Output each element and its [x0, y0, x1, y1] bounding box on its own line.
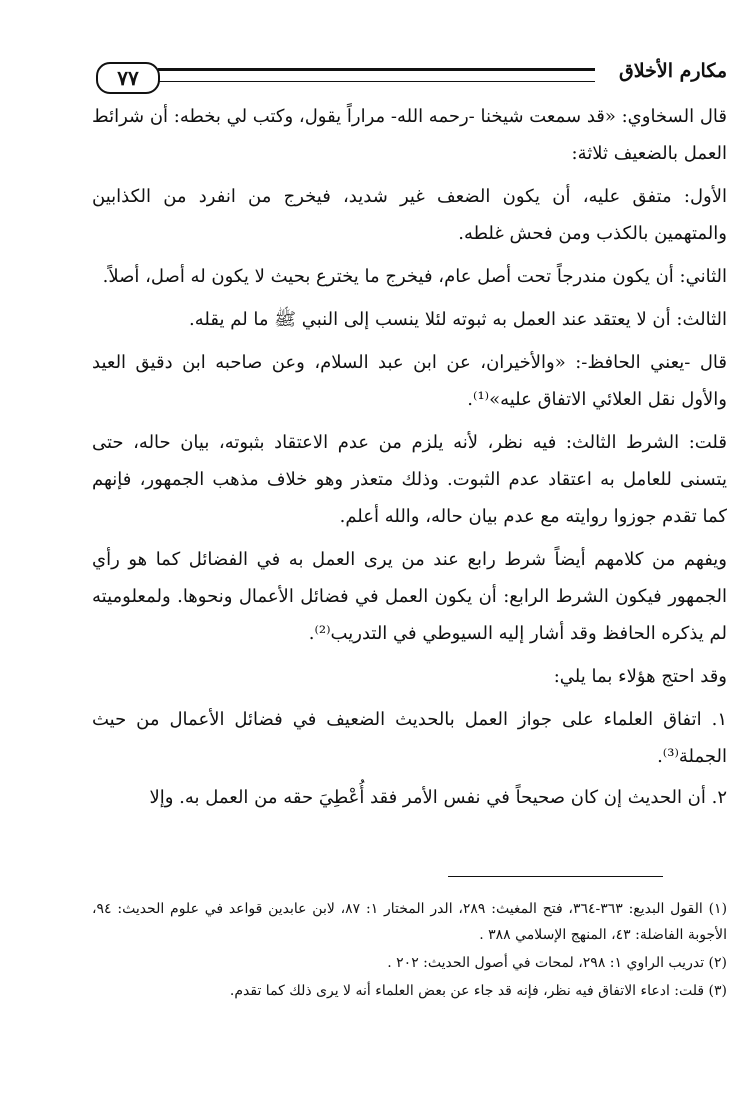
footnotes [92, 896, 727, 1006]
footnote: (١) القول البديع: ٣٦٣-٣٦٤، فتح المغيث: ٢٨٩، الدر المختار ١: ٨٧، لابن عابدين قواعد في علوم الحديث: ٩٤، الأجوبة الفاضلة: ٤٣، المنهج الإسلامي ٣٨٨ . [92, 901, 728, 943]
header-rule [158, 68, 595, 82]
list-item: ٢. أن الحديث إن كان صحيحاً في نفس الأمر فقد أُعْطِيَ حقه من العمل به. وإلا [149, 787, 727, 808]
page-header [96, 52, 727, 100]
list-item: ١. اتفاق العلماء على جواز العمل بالحديث الضعيف في فضائل الأعمال من حيث الجملة⁽³⁾. [92, 709, 727, 767]
paragraph: قلت: الشرط الثالث: فيه نظر، لأنه يلزم من عدم الاعتقاد بثبوته، بيان حاله، حتى يتسنى للعامل به اعتقاد عدم الثبوت. وذلك متعذر وهو خلاف مذهب الجمهور، فإنهم كما تقدم جوزوا روايته مع عدم بيان حاله، والله أعلم. [92, 432, 727, 527]
paragraph: ويفهم من كلامهم أيضاً شرط رابع عند من يرى العمل به في الفضائل كما هو رأي الجمهور فيكون الشرط الرابع: أن يكون العمل في فضائل الأعمال ونحوها. ولمعلوميته لم يذكره الحافظ وقد أشار إليه السيوطي في التدريب⁽²⁾. [92, 549, 727, 644]
paragraph: وقد احتج هؤلاء بما يلي: [553, 666, 727, 687]
paragraph: الثالث: أن لا يعتقد عند العمل به ثبوته لئلا ينسب إلى النبي ﷺ ما لم يقله. [189, 309, 727, 330]
running-title: مكارم الأخلاق [619, 60, 727, 82]
paragraph: الثاني: أن يكون مندرجاً تحت أصل عام، فيخرج ما يخترع بحيث لا يكون له أصل، أصلاً. [102, 266, 727, 287]
footnote: (٣) قلت: ادعاء الاتفاق فيه نظر، فإنه قد جاء عن بعض العلماء أنه لا يرى ذلك كما تقدم. [229, 983, 727, 999]
footnote: (٢) تدريب الراوي ١: ٢٩٨، لمحات في أصول الحديث: ٢٠٢ . [387, 955, 727, 971]
paragraph: قال السخاوي: «قد سمعت شيخنا -رحمه الله- مراراً يقول، وكتب لي بخطه: أن شرائط العمل بالضعيف ثلاثة: [91, 106, 727, 164]
footnote-rule [448, 876, 663, 877]
page-number: ٧٧ [96, 62, 160, 94]
main-text [92, 98, 727, 820]
paragraph: قال -يعني الحافظ-: «والأخيران، عن ابن عبد السلام، وعن صاحبه ابن دقيق العيد والأول نقل العلائي الاتفاق عليه»⁽¹⁾. [92, 352, 727, 410]
paragraph: الأول: متفق عليه، أن يكون الضعف غير شديد، فيخرج من انفرد من الكذابين والمتهمين بالكذب ومن فحش غلطه. [92, 186, 727, 244]
